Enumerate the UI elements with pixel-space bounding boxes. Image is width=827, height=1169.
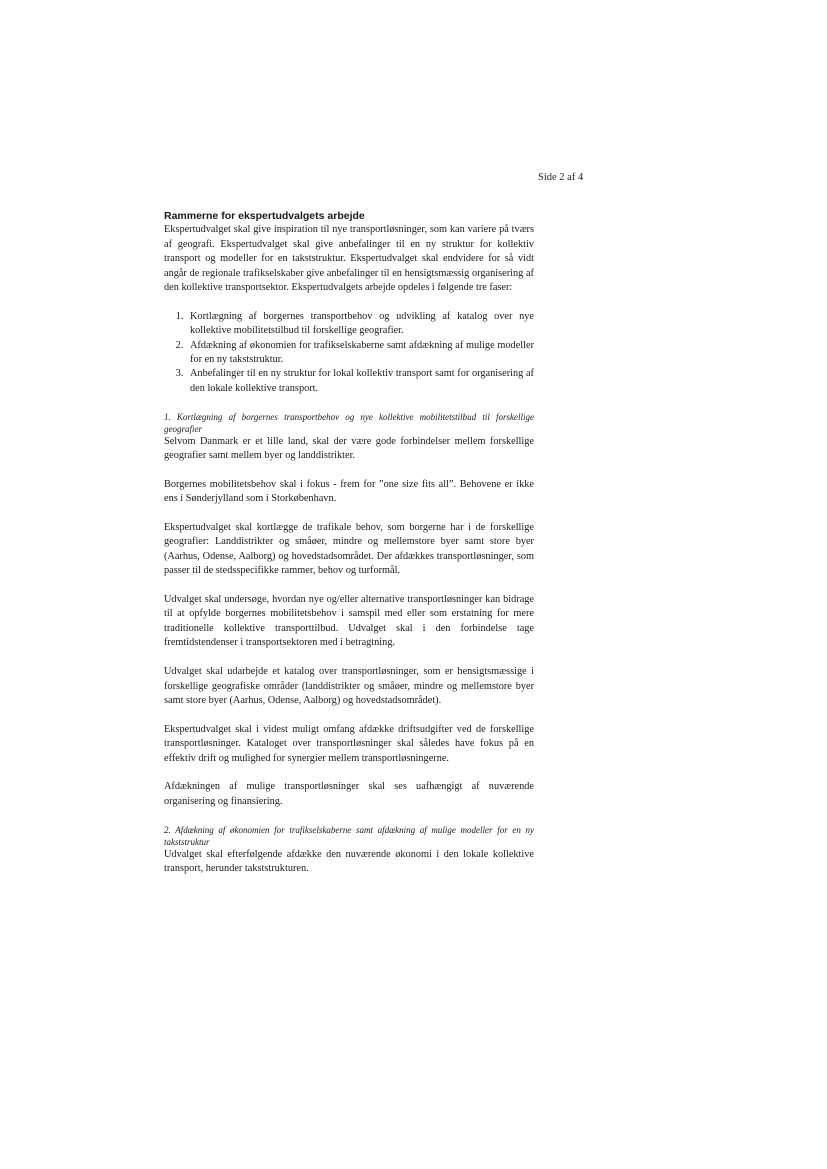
phase1-paragraph: Ekspertudvalget skal kortlægge de trafikale behov, som borgerne har i de forskellige geografier: Landdistrikter og småøer, mindre og mellemstore byer samt store byer (Aarhus, Odense, Aalborg) og hovedstadsområdet. Der afdækkes transportløsninger, som passer til de stedsspecifikke rammer, behov og turformål. — [164, 522, 534, 577]
phase1-paragraph: Udvalget skal udarbejde et katalog over transportløsninger, som er hensigtsmæssige i forskellige geografiske områder (landdistrikter og småøer, mindre og mellemstore byer samt store byer (Aarhus, Odense, Aalborg) og hovedstadsområdet). — [164, 666, 534, 706]
phase-item-1: 1. Kortlægning af borgernes transportbehov og udvikling af katalog over nye kollektive mobilitetstilbud til forskellige geografier. — [186, 310, 534, 339]
phase1-paragraph: Borgernes mobilitetsbehov skal i fokus - frem for ”one size fits all”. Behovene er ikke ens i Sønderjylland som i Storkøbenhavn. — [164, 478, 534, 505]
phase2-subheading: 2. Afdækning af økonomien for trafikselskaberne samt afdækning af mulige modeller for en ny takststruktur — [164, 824, 534, 847]
intro-paragraph: Ekspertudvalget skal give inspiration til nye transportløsninger, som kan variere på tværs af geografi. Ekspertudvalget skal give anbefalinger til en ny struktur for kollektiv transport og modeller for en takststruktur. Ekspertudvalget skal endvidere for så vidt angår de regionale trafikselskaber give anbefalinger til en hensigtsmæssig organisering af den kollektive transportsektor. Ekspertudvalgets arbejde opdeles i følgende tre faser: — [164, 224, 534, 294]
phase1-paragraph: Afdækningen af mulige transportløsninger skal ses uafhængigt af nuværende organisering og finansiering. — [164, 781, 534, 807]
phase1-subheading: 1. Kortlægning af borgernes transportbehov og nye kollektive mobilitetstilbud til forskellige geografier — [164, 411, 534, 434]
phase-item-2: 2. Afdækning af økonomien for trafikselskaberne samt afdækning af mulige modeller for en ny takststruktur. — [186, 339, 534, 368]
page-number: Side 2 af 4 — [538, 172, 584, 183]
phase2-paragraph: Udvalget skal efterfølgende afdække den nuværende økonomi i den lokale kollektive transport, herunder takststrukturen. — [164, 848, 534, 874]
section-heading: Rammerne for ekspertudvalgets arbejde — [164, 210, 365, 222]
phase1-paragraph: Ekspertudvalget skal i videst muligt omfang afdække driftsudgifter ved de forskellige transportløsninger. Kataloget over transportløsninger skal således have fokus på en effektiv drift og mulighed for synergier mellem transportløsningerne. — [164, 723, 534, 764]
phase-item-3: 3. Anbefalinger til en ny struktur for lokal kollektiv transport samt for organisering af den lokale kollektive transport. — [186, 367, 534, 396]
phase1-paragraph: Selvom Danmark er et lille land, skal der være gode forbindelser mellem forskellige geografier samt mellem byer og landdistrikter. — [164, 435, 534, 462]
phase-list — [164, 310, 534, 396]
phase1-paragraph: Udvalget skal undersøge, hvordan nye og/eller alternative transportløsninger kan bidrage til at opfylde borgernes mobilitetsbehov i samspil med eller som erstatning for mere traditionelle kollektive transporttilbud. Udvalget skal i den forbindelse tage fremtidstendenser i transportsektoren med i betragtning. — [164, 594, 534, 649]
document-body — [164, 209, 534, 876]
